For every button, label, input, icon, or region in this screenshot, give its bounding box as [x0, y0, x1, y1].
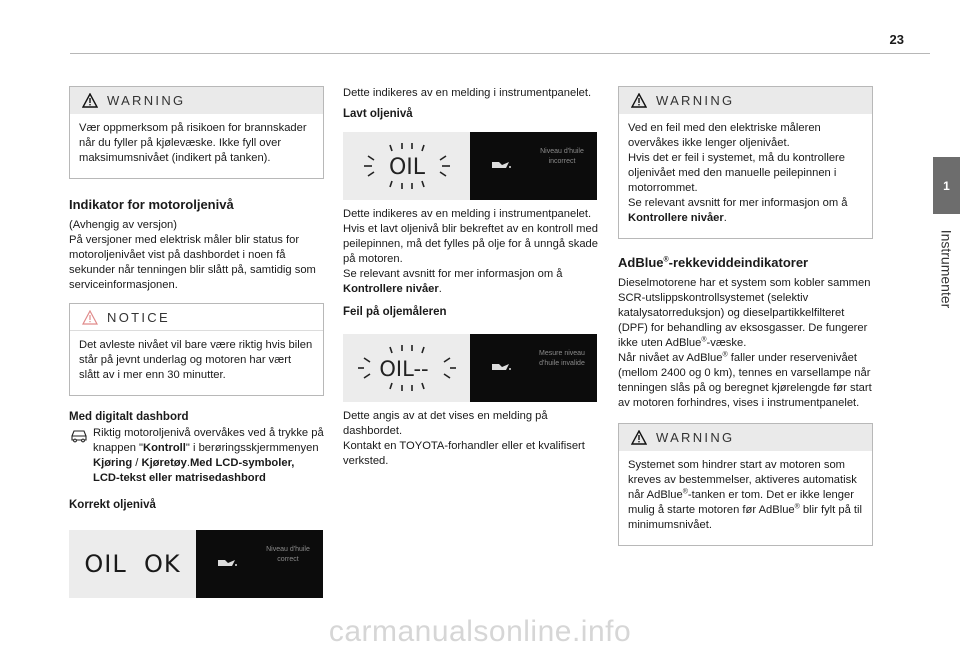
chapter-tab[interactable] — [933, 157, 960, 214]
notice-title: NOTICE — [107, 309, 170, 325]
oil-low-display — [343, 132, 470, 200]
warning-header — [619, 87, 872, 114]
low-level-text-2: Hvis et lavt oljenivå blir bekreftet av en kontroll med peilepinnen, må det fylles på olje for å unngå skade på motoren. — [343, 223, 598, 265]
oil-ok-screen — [196, 530, 323, 598]
oil-low-symbol — [352, 141, 462, 191]
car-icon — [69, 427, 89, 443]
notice-header — [70, 304, 323, 331]
warning-text-2: Hvis det er feil i systemet, må du kontrollere oljenivået med den manuelle peilepinnen i motorrommet. — [628, 152, 845, 194]
adblue-text-2: Når nivået av AdBlue® faller under reservenivået (mellom 2400 og 0 km), tennes en varsellampe når tenningen slås på og beregnet kjørelengde før start av motoren forhindres, vises i instrumentpanelet. — [618, 351, 872, 409]
header-rule — [70, 53, 930, 54]
oil-can-icon — [490, 360, 512, 372]
oil-can-icon — [490, 158, 512, 170]
warning-header — [619, 424, 872, 451]
oil-low-screen — [470, 132, 597, 200]
warning-box-adblue — [618, 423, 873, 546]
oil-can-icon — [216, 556, 238, 568]
digital-dashboard-row — [69, 426, 324, 490]
fault-heading: Feil på oljemåleren — [343, 306, 447, 318]
oil-fault-symbol — [352, 343, 462, 393]
chapter-number: 1 — [943, 178, 950, 193]
warning-triangle-icon — [631, 430, 647, 445]
warning-text: Vær oppmerksom på risikoen for brannskader når du fyller på kjølevæske. Ikke fyll over maksimumsnivået (indikert på tanken). — [79, 122, 307, 164]
oil-ok-message: Niveau d'huile correct — [266, 546, 310, 563]
version-note: (Avhengig av versjon) — [69, 219, 177, 231]
digital-dashboard-heading: Med digitalt dashbord — [69, 411, 189, 423]
oil-fault-illustration — [343, 334, 597, 402]
warning-box-coolant — [69, 86, 324, 179]
oil-indicator-text: På versjoner med elektrisk måler blir status for motoroljenivået vist på dashbordet i noen få sekunder når tenningen blir slått på, samtidig som serviceinformasjonen. — [69, 234, 316, 291]
column-left — [69, 86, 324, 605]
warning-triangle-icon — [82, 93, 98, 108]
section-heading-oil-level: Indikator for motoroljenivå — [69, 197, 234, 212]
digital-dashboard-text: Riktig motoroljenivå overvåkes ved å trykke på knappen "Kontroll" i berøringsskjermmenyen Kjøring / Kjøretøy.Med LCD-symboler, LCD-tekst eller matrisedashbord — [93, 427, 324, 484]
warning-title: WARNING — [656, 93, 735, 108]
chapter-label: Instrumenter — [938, 229, 955, 309]
warning-header — [70, 87, 323, 114]
adblue-heading: AdBlue®-rekkeviddeindikatorer — [618, 255, 809, 270]
notice-triangle-icon — [82, 310, 98, 325]
oil-low-illustration — [343, 132, 597, 200]
oil-fault-display — [343, 334, 470, 402]
warning-title: WARNING — [656, 430, 735, 445]
fault-text-1: Dette angis av at det vises en melding på dashbordet. — [343, 410, 548, 437]
svg-text:OIL--: OIL-- — [378, 357, 429, 381]
low-level-heading: Lavt oljenivå — [343, 108, 413, 120]
message-text: Dette indikeres av en melding i instrumentpanelet. — [343, 87, 592, 99]
low-level-text-1: Dette indikeres av en melding i instrumentpanelet. — [343, 208, 592, 220]
adblue-text-1: Dieselmotorene har et system som kobler sammen SCR-utslippskontrollsystemet (selektiv katalysatorreduksjon) og dieselpartikkelfilteret (DPF) for behandling av eksosgasser. De fungerer ikke uten AdBlue®-væske. — [618, 277, 871, 349]
warning-triangle-icon — [631, 93, 647, 108]
warning-text: Systemet som hindrer start av motoren som kreves av bestemmelser, aktiveres automatisk når AdBlue®-tanken er tom. Det er ikke lenger mulig å starte motoren før AdBlue® blir fylt på til minimumsnivået. — [628, 459, 862, 531]
oil-ok-illustration — [69, 530, 323, 598]
warning-box-gauge — [618, 86, 873, 239]
column-middle — [343, 86, 598, 473]
warning-text-1: Ved en feil med den elektriske måleren overvåkes ikke lenger oljenivået. — [628, 122, 821, 149]
oil-fault-screen — [470, 334, 597, 402]
notice-box — [69, 303, 324, 396]
warning-title: WARNING — [107, 93, 186, 108]
oil-fault-message: Mesure niveau d'huile invalide — [539, 350, 585, 367]
warning-text-3: Se relevant avsnitt for mer informasjon om å Kontrollere nivåer. — [628, 197, 848, 224]
page-number: 23 — [889, 32, 904, 47]
svg-text:OIL: OIL — [388, 155, 425, 180]
notice-text: Det avleste nivået vil bare være riktig hvis bilen står på jevnt underlag og motoren har vært slått av i mer enn 30 minutter. — [79, 339, 313, 381]
watermark: carmanualsonline.info — [328, 615, 632, 648]
fault-text-2: Kontakt en TOYOTA-forhandler eller et kvalifisert verksted. — [343, 440, 585, 467]
low-level-text-3: Se relevant avsnitt for mer informasjon om å Kontrollere nivåer. — [343, 268, 563, 295]
column-right — [618, 86, 873, 560]
oil-ok-text: OIL OK — [84, 549, 181, 578]
oil-ok-display — [69, 530, 196, 598]
oil-low-message: Niveau d'huile incorrect — [540, 148, 584, 165]
correct-level-heading: Korrekt oljenivå — [69, 499, 156, 511]
